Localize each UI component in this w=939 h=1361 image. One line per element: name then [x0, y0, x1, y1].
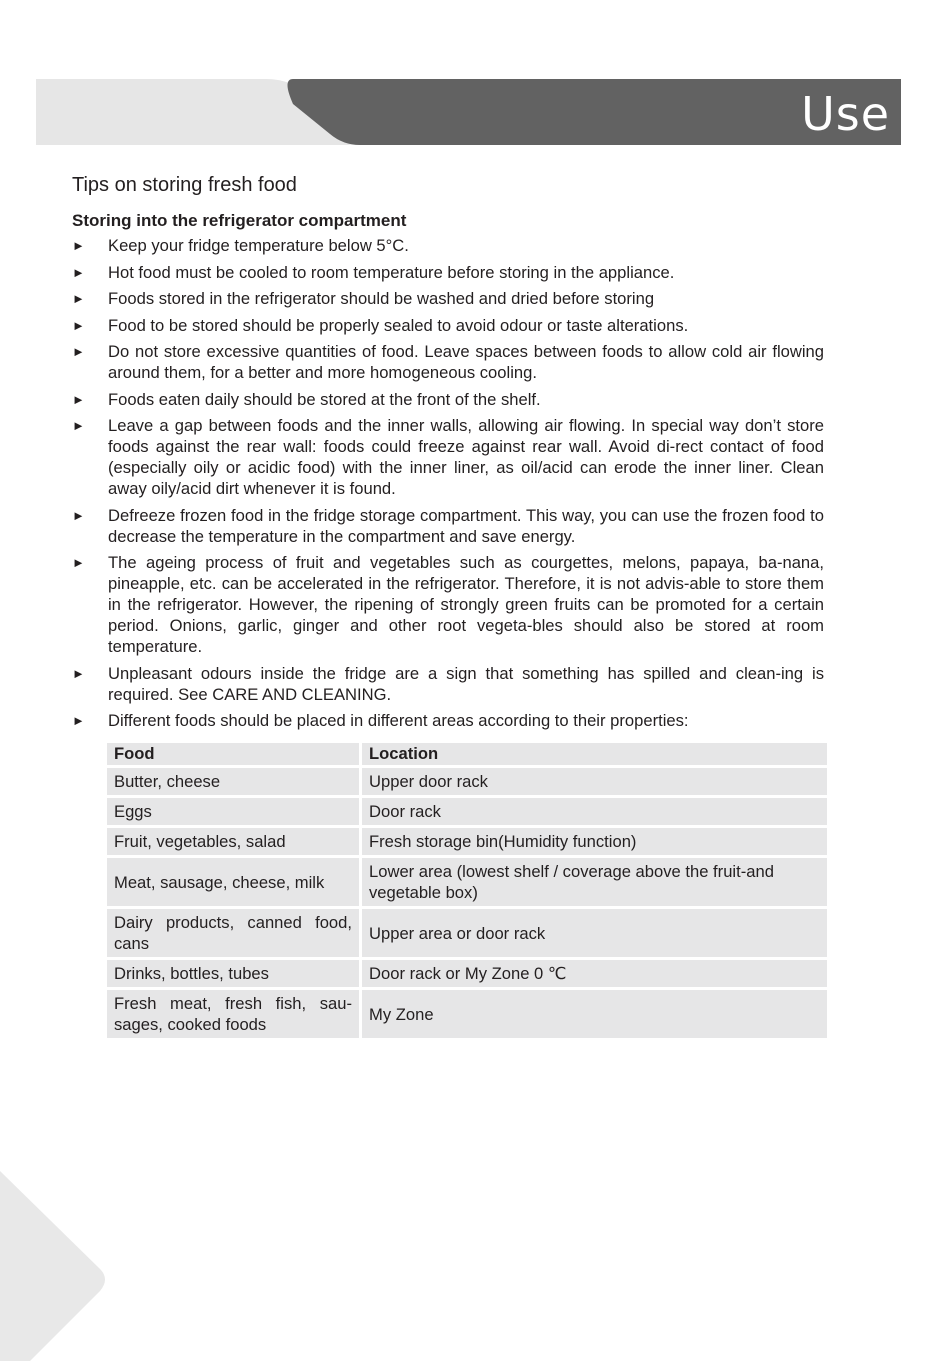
subsection-title: Storing into the refrigerator compartment — [72, 211, 407, 230]
bullet-text: Unpleasant odours inside the fridge are a sign that something has spilled and clean-ing is required. See CARE AND CLEANING. — [108, 663, 824, 704]
bullet-text: Defreeze frozen food in the fridge storage compartment. This way, you can use the frozen food to decrease the temperature in the compartment and save energy. — [108, 505, 824, 546]
location-cell: Door rack or My Zone 0 ℃ — [362, 960, 827, 987]
bullet-text: The ageing process of fruit and vegetables such as courgettes, melons, papaya, ba-nana, pineapple, etc. can be accelerated in the refrigerator. Therefore, it is not advis-able to store them in the refrigerator. However, the ripening of strongly green fruits can be promoted for a certain period. Onions, garlic, ginger and other root vegeta-bles should also be stored at room temperature. — [108, 553, 824, 656]
list-item — [72, 710, 824, 731]
bullet-arrow-icon: ► — [72, 238, 85, 253]
table-row — [107, 798, 827, 825]
bullet-arrow-icon: ► — [72, 665, 85, 681]
food-cell: Meat, sausage, cheese, milk — [107, 858, 359, 906]
food-location-table — [104, 740, 830, 1041]
bullet-arrow-icon: ► — [72, 555, 85, 570]
location-cell: Lower area (lowest shelf / coverage above the fruit-and vegetable box) — [362, 858, 827, 906]
page-title: Use — [801, 87, 890, 141]
table-row — [107, 828, 827, 855]
list-item — [72, 663, 824, 705]
list-item — [72, 315, 824, 336]
table-row — [107, 858, 827, 906]
list-item — [72, 341, 824, 383]
bullet-arrow-icon: ► — [72, 391, 85, 407]
food-cell: Butter, cheese — [107, 768, 359, 795]
bullet-text: Keep your fridge temperature below 5°C. — [108, 236, 409, 255]
bullet-arrow-icon: ► — [72, 507, 85, 523]
corner-decoration — [0, 1171, 110, 1361]
list-item — [72, 235, 824, 256]
table-row — [107, 990, 827, 1038]
location-cell: Fresh storage bin(Humidity function) — [362, 828, 827, 855]
list-item — [72, 552, 824, 657]
bullet-text: Different foods should be placed in different areas according to their properties: — [108, 711, 689, 730]
bullet-text: Food to be stored should be properly sealed to avoid odour or taste alterations. — [108, 315, 689, 335]
bullet-arrow-icon: ► — [72, 344, 85, 359]
tips-list — [72, 235, 824, 731]
column-header-food: Food — [107, 743, 359, 765]
bullet-arrow-icon: ► — [72, 713, 85, 728]
bullet-arrow-icon: ► — [72, 418, 85, 433]
bullet-text: Leave a gap between foods and the inner walls, allowing air flowing. In special way don’t store foods against the rear wall: foods could freeze against rear wall. Avoid di-rect contact of food (especially oily or acidic food) with the inner liner, as oil/acid can erode the inner liner. Clean away oily/acid dirt whenever it is found. — [108, 416, 824, 498]
bullet-text: Foods eaten daily should be stored at the front of the shelf. — [108, 389, 541, 409]
list-item — [72, 262, 824, 283]
food-cell: Dairy products, canned food, cans — [107, 909, 359, 957]
list-item — [72, 505, 824, 547]
table-row — [107, 960, 827, 987]
list-item — [72, 389, 824, 410]
location-cell: Upper area or door rack — [362, 909, 827, 957]
food-cell: Drinks, bottles, tubes — [107, 960, 359, 987]
bullet-text: Hot food must be cooled to room temperature before storing in the appliance. — [108, 262, 675, 282]
location-cell: Upper door rack — [362, 768, 827, 795]
table-row — [107, 768, 827, 795]
bullet-text: Do not store excessive quantities of food. Leave spaces between foods to allow cold air flowing around them, for a better and more homogeneous cooling. — [108, 342, 824, 382]
bullet-text: Foods stored in the refrigerator should be washed and dried before storing — [108, 289, 655, 308]
section-title: Tips on storing fresh food — [72, 174, 297, 196]
bullet-arrow-icon: ► — [72, 317, 85, 333]
location-cell: My Zone — [362, 990, 827, 1038]
food-cell: Fresh meat, fresh fish, sau-sages, cooked foods — [107, 990, 359, 1038]
table-header-row — [107, 743, 827, 765]
column-header-location: Location — [362, 743, 827, 765]
corner-shape — [0, 1171, 105, 1361]
list-item — [72, 415, 824, 499]
bullet-arrow-icon: ► — [72, 264, 85, 280]
food-cell: Fruit, vegetables, salad — [107, 828, 359, 855]
food-cell: Eggs — [107, 798, 359, 825]
header-band — [0, 0, 939, 160]
content-area — [72, 172, 824, 737]
bullet-arrow-icon: ► — [72, 291, 85, 306]
location-cell: Door rack — [362, 798, 827, 825]
list-item — [72, 288, 824, 309]
table-row — [107, 909, 827, 957]
